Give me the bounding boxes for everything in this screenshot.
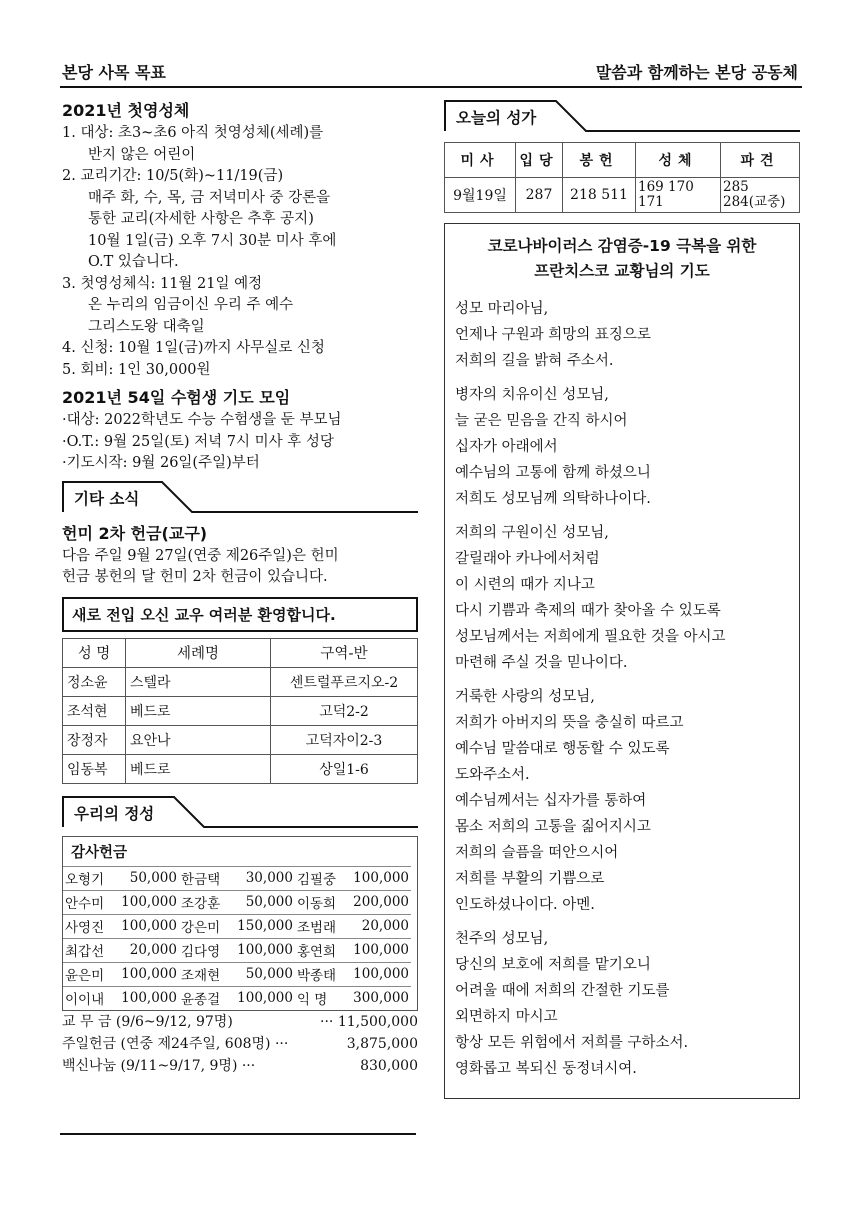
header-right-title: 말씀과 함께하는 본당 공동체 — [595, 63, 798, 82]
table-row: 오형기 50,000 한금택 30,000 김필중 100,000 — [63, 866, 411, 890]
newcomers-title: 새로 전입 오신 교우 여러분 환영합니다. — [62, 597, 418, 632]
prayer-stanza — [455, 296, 789, 374]
table-row: 정소윤 스텔라 센트럴푸르지오-2 — [63, 667, 418, 696]
donation-table — [63, 866, 411, 1010]
col-header: 세례명 — [126, 638, 271, 667]
prayer-line: 병자의 치유이신 성모님, — [455, 387, 609, 403]
prayer-stanza — [455, 926, 789, 1082]
summary-row: 백신나눔 (9/11~9/17, 9명) ··· 830,000 — [62, 1057, 418, 1074]
prayer-line: 갈릴래아 카나에서처럼 — [455, 551, 600, 567]
prayer-line: 저희의 구원이신 성모님, — [455, 525, 609, 541]
exam-title: 2021년 54일 수험생 기도 모임 — [62, 388, 291, 407]
prayer-line: 도와주소서. — [455, 767, 530, 783]
news-text: 다음 주일 9월 27일(연중 제26주일)은 헌미 헌금 봉헌의 달 헌미 2차 헌금이 있습니다. — [62, 547, 339, 585]
prayer-title: 코로나바이러스 감염증-19 극복을 위한 프란치스코 교황님의 기도 — [487, 237, 757, 280]
col-header: 파견 — [721, 143, 800, 178]
prayer-stanza — [455, 520, 789, 676]
exam-list: ·대상: 2022학년도 수능 수험생을 둔 부모님 ·O.T.: 9월 25일(토) 저녁 7시 미사 후 성당 ·기도시작: 9월 26일(주일)부터 — [62, 412, 342, 471]
table-row: 이이내 100,000 윤종걸 100,000 익 명 300,000 — [63, 986, 411, 1010]
communion-list — [62, 123, 418, 381]
right-column — [444, 96, 800, 1099]
table-row: 윤은미 100,000 조재현 50,000 박종태 100,000 — [63, 962, 411, 986]
table-row: 조석현 베드로 고덕2-2 — [63, 696, 418, 725]
summary-row: 교 무 금 (9/6~9/12, 97명) ··· 11,500,000 — [62, 1013, 418, 1030]
col-header: 구역-반 — [271, 638, 418, 667]
prayer-line: 인도하셨나이다. 아멘. — [455, 897, 595, 913]
prayer-line: 어려울 때에 저희의 간절한 기도를 — [455, 983, 670, 999]
communion-title: 2021년 첫영성체 — [62, 101, 190, 120]
prayer-line: 예수님 말씀대로 행동할 수 있도록 — [455, 741, 670, 757]
communion-item-4: 4. 신청: 10월 1일(금)까지 사무실로 신청 — [62, 340, 325, 356]
col-header: 봉헌 — [563, 143, 636, 178]
table-row: 9월19일 287 218 511 169 170 171 285 284(교중) — [445, 178, 800, 213]
hymn-tab — [444, 100, 800, 134]
header-divider — [60, 86, 802, 88]
bottom-divider — [60, 1133, 416, 1135]
newcomers-table — [62, 638, 418, 784]
table-row: 장정자 요안나 고덕자이2-3 — [63, 725, 418, 754]
table-row: 임동복 베드로 상일1-6 — [63, 754, 418, 783]
offering-tab — [62, 796, 418, 830]
prayer-line: 마련해 주실 것을 믿나이다. — [455, 655, 628, 671]
prayer-body — [455, 296, 789, 1082]
offering-summary — [62, 1011, 418, 1077]
table-row: 사영진 100,000 강은미 150,000 조범래 20,000 — [63, 914, 411, 938]
communion-item-5: 5. 회비: 1인 30,000원 — [62, 361, 211, 378]
prayer-line: 천주의 성모님, — [455, 931, 549, 947]
col-header: 입당 — [516, 143, 563, 178]
prayer-line: 다시 기쁨과 축제의 때가 찾아올 수 있도록 — [455, 603, 721, 619]
col-header: 성체 — [636, 143, 721, 178]
prayer-stanza — [455, 684, 789, 918]
prayer-line: 성모 마리아님, — [455, 301, 549, 317]
communion-item-1: 1. 대상: 초3~초6 아직 첫영성체(세례)를 반지 않은 어린이 — [62, 125, 324, 163]
prayer-line: 저희의 슬픔을 떠안으시어 — [455, 845, 619, 861]
prayer-line: 당신의 보호에 저희를 맡기오니 — [455, 957, 651, 973]
prayer-line: 성모님께서는 저희에게 필요한 것을 아시고 — [455, 629, 726, 645]
prayer-line: 저희를 부활의 기쁨으로 — [455, 871, 605, 887]
donation-box — [62, 836, 418, 1011]
prayer-line: 저희가 아버지의 뜻을 충실히 따르고 — [455, 715, 684, 731]
left-column — [62, 96, 418, 1077]
offering-tab-label: 우리의 정성 — [74, 804, 155, 823]
col-header: 미사 — [445, 143, 516, 178]
prayer-line: 예수님께서는 십자가를 통하여 — [455, 793, 647, 809]
table-row: 안수미 100,000 조강훈 50,000 이동희 200,000 — [63, 890, 411, 914]
prayer-line: 외면하지 마시고 — [455, 1009, 558, 1025]
communion-item-2: 2. 교리기간: 10/5(화)~11/19(금) 매주 화, 수, 목, 금 저녁미사 중 강론을 통한 교리(자세한 사항은 추후 공지) 10월 1일(금) 오후 7시 30분 미사 후에 O.T 있습니다. — [62, 168, 337, 270]
prayer-line: 몸소 저희의 고통을 짊어지시고 — [455, 819, 651, 835]
prayer-box — [444, 223, 800, 1099]
hymn-tab-label: 오늘의 성가 — [456, 109, 537, 127]
prayer-line: 저희도 성모님께 의탁하나이다. — [455, 491, 651, 507]
prayer-line: 언제나 구원과 희망의 표징으로 — [455, 327, 651, 343]
prayer-stanza — [455, 382, 789, 512]
summary-row: 주일헌금 (연중 제24주일, 608명) ··· 3,875,000 — [62, 1035, 418, 1052]
communion-item-3: 3. 첫영성체식: 11월 21일 예정 온 누리의 임금이신 우리 주 예수 그리스도왕 대축일 — [62, 275, 294, 335]
prayer-line: 예수님의 고통에 함께 하셨으니 — [455, 465, 651, 481]
prayer-line: 영화롭고 복되신 동정녀시여. — [455, 1061, 637, 1077]
news-tab-label: 기타 소식 — [74, 489, 140, 508]
prayer-line: 이 시련의 때가 지나고 — [455, 577, 595, 593]
col-header: 성 명 — [63, 638, 126, 667]
news-title: 헌미 2차 헌금(교구) — [62, 523, 208, 543]
header-left-title: 본당 사목 목표 — [62, 63, 166, 82]
news-tab — [62, 481, 418, 515]
prayer-line: 항상 모든 위험에서 저희를 구하소서. — [455, 1035, 689, 1051]
donation-title: 감사헌금 — [71, 843, 128, 861]
hymn-table — [444, 142, 800, 213]
prayer-line: 거룩한 사랑의 성모님, — [455, 689, 595, 705]
prayer-line: 십자가 아래에서 — [455, 439, 558, 455]
prayer-line: 늘 굳은 믿음을 간직 하시어 — [455, 413, 628, 429]
prayer-line: 저희의 길을 밝혀 주소서. — [455, 353, 614, 369]
table-row: 최갑선 20,000 김다영 100,000 홍연희 100,000 — [63, 938, 411, 962]
